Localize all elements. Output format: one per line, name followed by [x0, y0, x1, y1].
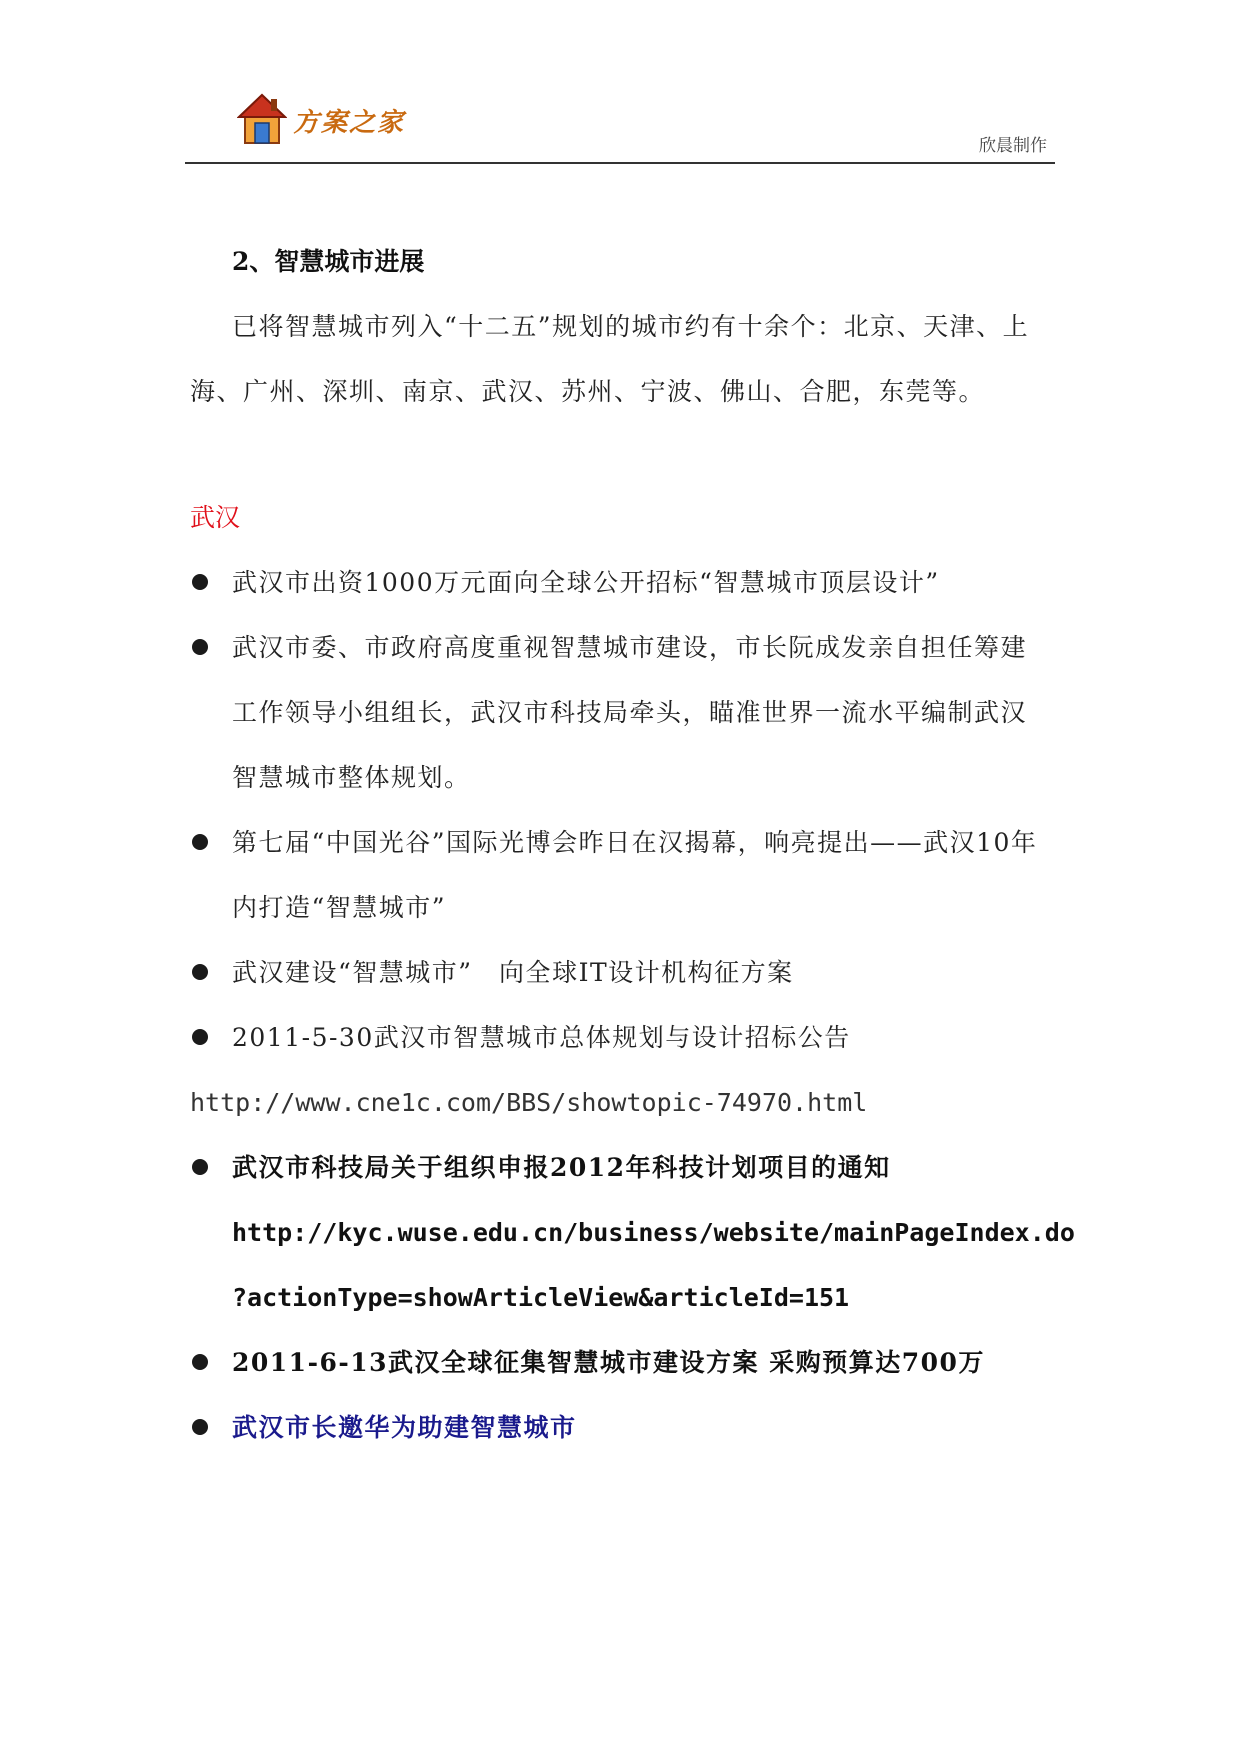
news-link[interactable]: 武汉市长邀华为助建智慧城市 — [232, 1413, 577, 1442]
list-item — [190, 1005, 1052, 1070]
bullet-icon — [192, 1159, 208, 1175]
section-heading: 2、智慧城市进展 — [232, 247, 425, 276]
bullet-icon — [192, 1029, 208, 1045]
list-item — [190, 810, 1052, 940]
bullet-icon — [192, 834, 208, 850]
list-item-text: 武汉市委、市政府高度重视智慧城市建设，市长阮成发亲自担任筹建工作领导小组组长，武汉市科技局牵头，瞄准世界一流水平编制武汉智慧城市整体规划。 — [232, 633, 1028, 792]
list-item-text: 武汉市科技局关于组织申报2012年科技计划项目的通知 — [232, 1153, 891, 1182]
logo-text: 方案之家 — [293, 107, 406, 138]
house-icon — [237, 93, 287, 147]
bullet-icon — [192, 1419, 208, 1435]
list-item — [190, 615, 1052, 810]
list-item-text: 2011-5-30武汉市智慧城市总体规划与设计招标公告 — [232, 1023, 851, 1052]
url-link-continued[interactable]: ?actionType=showArticleView&articleId=151 — [232, 1283, 850, 1312]
list-item — [190, 1330, 1052, 1395]
maker-label: 欣晨制作 — [979, 136, 1047, 156]
news-list — [190, 550, 1052, 1070]
url-link[interactable]: http://kyc.wuse.edu.cn/business/website/mainPageIndex.do — [232, 1218, 1075, 1247]
page-header — [185, 90, 1055, 164]
list-item — [190, 940, 1052, 1005]
bullet-icon — [192, 639, 208, 655]
document-body — [190, 230, 1075, 1460]
city-title: 武汉 — [190, 503, 241, 532]
url-link[interactable]: http://www.cne1c.com/BBS/showtopic-74970.html — [190, 1088, 868, 1117]
list-item-text: 第七届“中国光谷”国际光博会昨日在汉揭幕，响亮提出——武汉10年内打造“智慧城市” — [232, 828, 1038, 922]
list-item — [190, 550, 1052, 615]
intro-paragraph: 已将智慧城市列入“十二五”规划的城市约有十余个：北京、天津、上海、广州、深圳、南京、武汉、苏州、宁波、佛山、合肥，东莞等。 — [190, 312, 1030, 406]
bullet-icon — [192, 1354, 208, 1370]
logo — [237, 92, 405, 148]
bold-news-list — [190, 1135, 1075, 1460]
list-item-text: 2011-6-13武汉全球征集智慧城市建设方案 采购预算达700万 — [232, 1348, 985, 1377]
list-item — [190, 1135, 1075, 1330]
bullet-icon — [192, 964, 208, 980]
bullet-icon — [192, 574, 208, 590]
list-item-text: 武汉市出资1000万元面向全球公开招标“智慧城市顶层设计” — [232, 568, 940, 597]
list-item-text: 武汉建设“智慧城市” 向全球IT设计机构征方案 — [232, 958, 794, 987]
list-item — [190, 1395, 1052, 1460]
